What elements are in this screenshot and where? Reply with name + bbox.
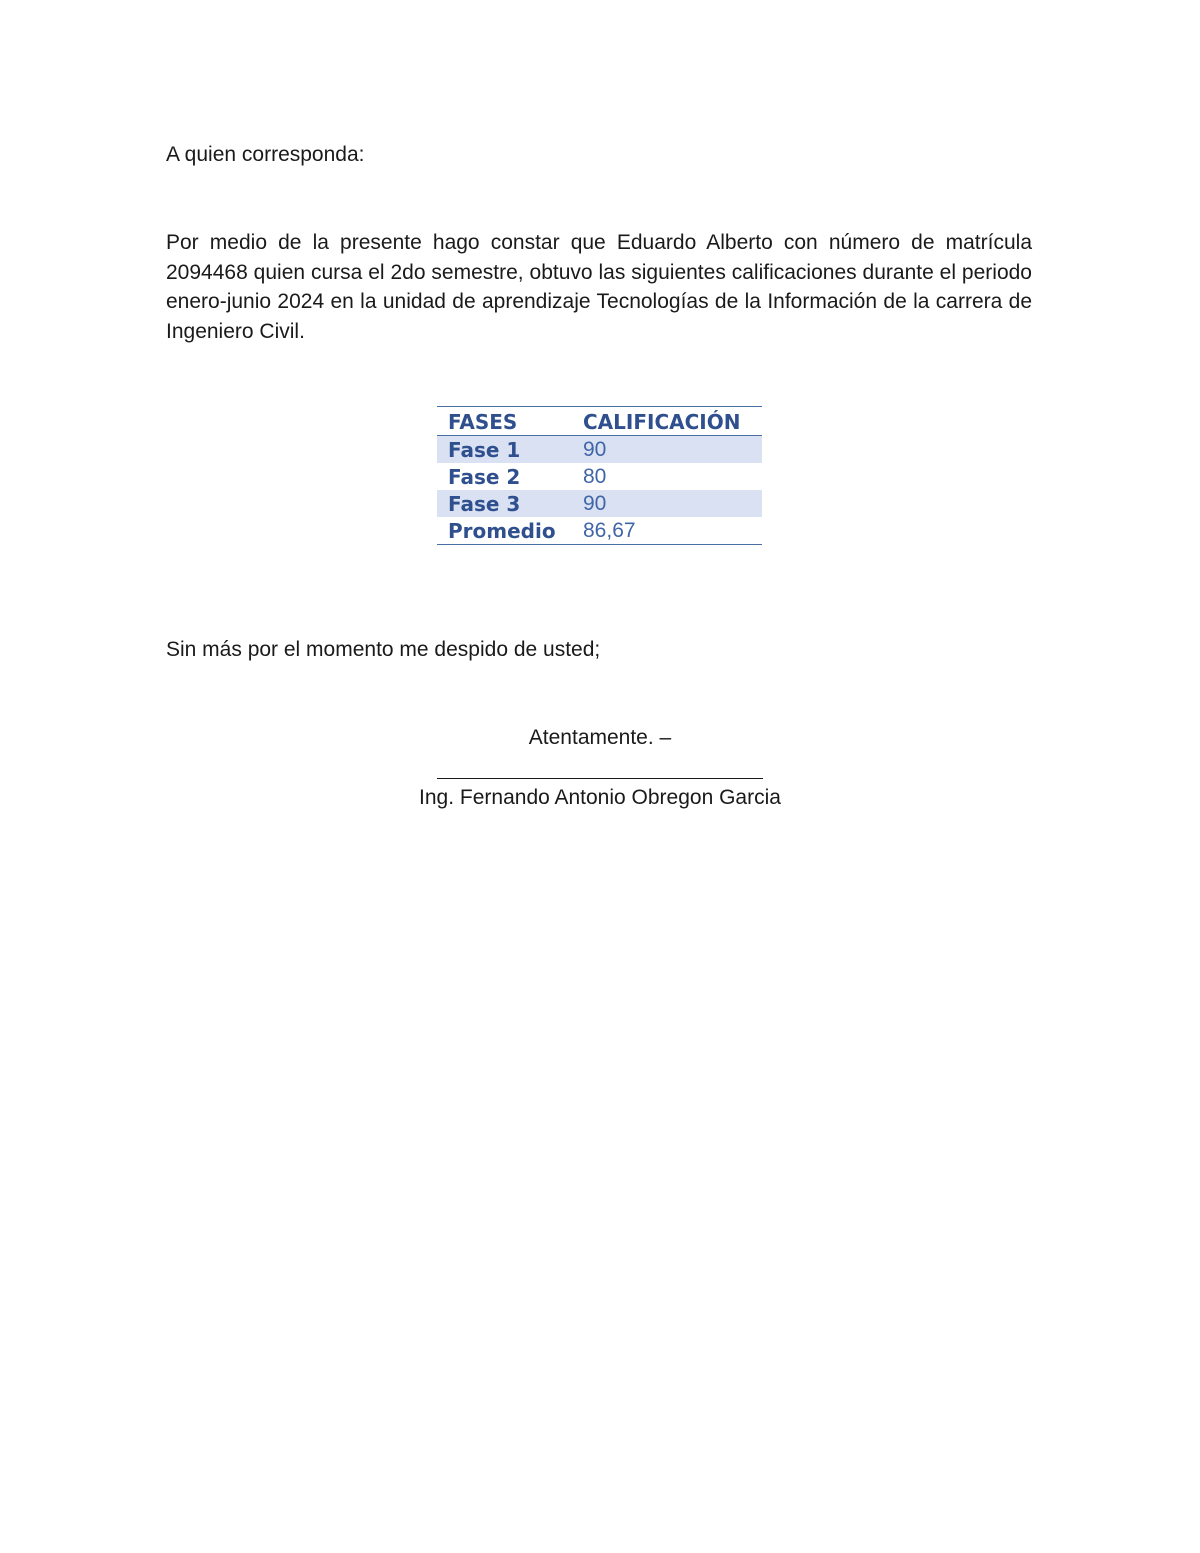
signature-line [437, 753, 763, 783]
header-phases: FASES [437, 407, 572, 436]
grades-table [437, 406, 762, 545]
average-value: 86,67 [583, 518, 636, 542]
table-row [437, 436, 762, 464]
average-label: Promedio [448, 518, 556, 543]
table-row [437, 463, 762, 490]
phase-grade: 80 [583, 464, 607, 488]
header-grade: CALIFICACIÓN [572, 407, 762, 436]
body-paragraph: Por medio de la presente hago constar que Eduardo Alberto con número de matrícula 2094468 quien cursa el 2do semestre, obtuvo las siguientes calificaciones durante el periodo enero-junio 2024 en la unidad de aprendizaje Tecnologías de la Información de la carrera de Ingeniero Civil. [166, 231, 1032, 343]
phase-name: Fase 3 [437, 490, 572, 517]
phase-grade: 90 [572, 490, 762, 517]
closing-line: Sin más por el momento me despido de usted; [166, 638, 601, 661]
phase-grade: 90 [572, 436, 762, 464]
signature-block [0, 723, 1200, 813]
table-row-average [437, 517, 762, 545]
table-header-row [437, 407, 762, 436]
phase-name: Fase 2 [448, 464, 521, 489]
phase-name: Fase 1 [437, 436, 572, 464]
farewell: Atentamente. – [528, 726, 672, 749]
greeting: A quien corresponda: [166, 143, 365, 166]
table-row [437, 490, 762, 517]
signer-name: Ing. Fernando Antonio Obregon Garcia [419, 786, 781, 809]
